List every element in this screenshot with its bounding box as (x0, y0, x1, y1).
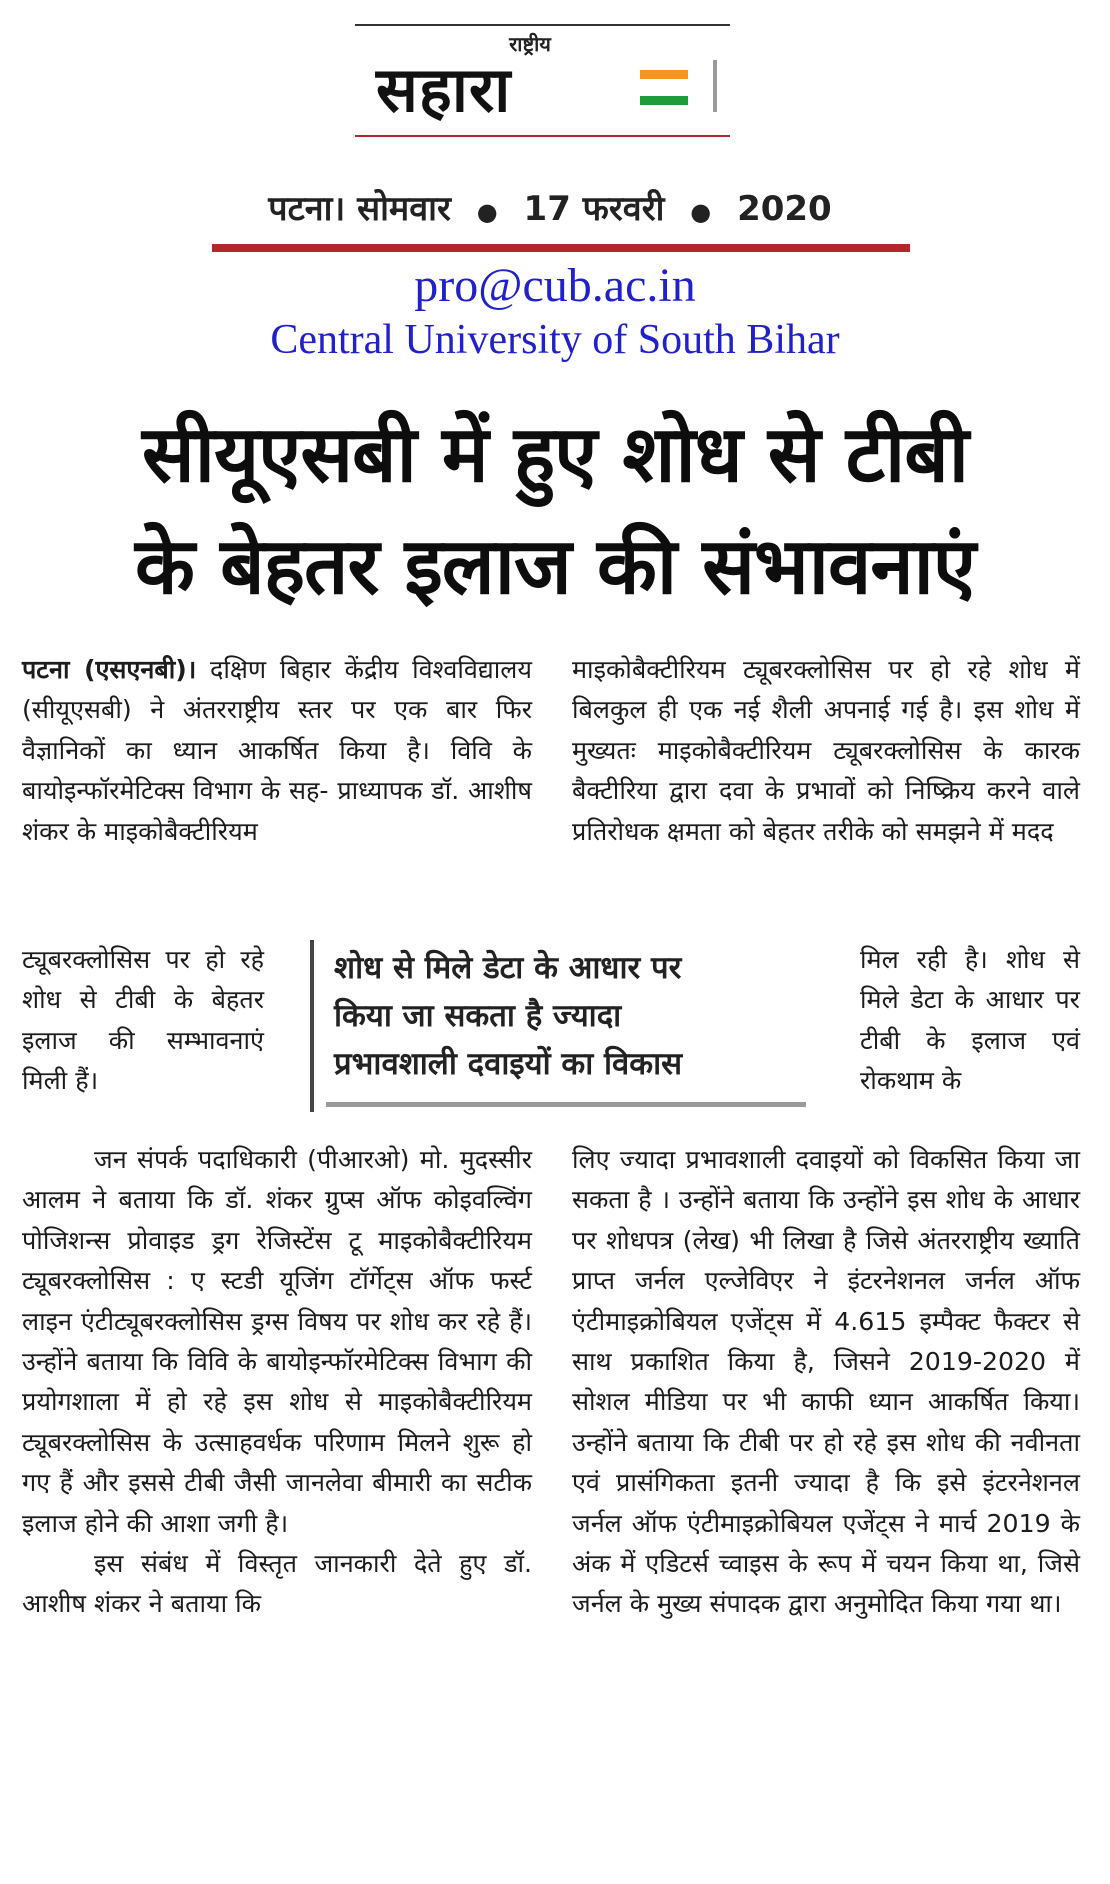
headline-line-2: के बेहतर इलाज की संभावनाएं (135, 522, 975, 612)
masthead-top-rule (355, 24, 730, 26)
source-email: pro@cub.ac.in (414, 259, 696, 312)
masthead-logo: सहारा (376, 53, 512, 126)
pull-quote-left-bar (310, 940, 314, 1112)
pull-quote-bottom-bar (326, 1102, 806, 1107)
article-col1-intro: दक्षिण बिहार केंद्रीय विश्वविद्यालय (सीयूएसबी) ने अंतरराष्ट्रीय स्तर पर एक बार फिर वैज्ञानिकों का ध्यान आकर्षित किया है। विवि के बायोइन्फॉरमेटिक्स विभाग के सह- प्राध्यापक डॉ. आशीष शंकर के माइकोबैक्टीरियम (22, 655, 532, 846)
dateline-bullet: ● (690, 198, 712, 226)
source-institution: Central University of South Bihar (270, 317, 840, 363)
masthead-small-title: राष्ट्रीय (509, 32, 551, 56)
article-col2-rest: लिए ज्यादा प्रभावशाली दवाइयों को विकसित किया जा सकता है । उन्होंने बताया कि उन्होंने इस शोध के आधार पर शोधपत्र (लेख) भी लिखा है जिसे अंतरराष्ट्रीय ख्याति प्राप्त जर्नल एल्जेविएर ने इंटरनेशनल जर्नल ऑफ एंटीमाइक्रोबियल एजेंट्स में 4.615 इम्पैक्ट फैक्टर से साथ प्रकाशित किया है, जिसने 2019-2020 में सोशल मीडिया पर भी काफी ध्यान आकर्षित किया। उन्होंने बताया कि टीबी पर हो रहे इस शोध की नवीनता एवं प्रासंगिकता इतनी ज्यादा है कि इसे इंटरनेशनल जर्नल ऑफ एंटीमाइक्रोबियल एजेंट्स ने मार्च 2019 के अंक में एडिटर्स च्वाइस के रूप में चयन किया था, जिसे जर्नल के मुख्य संपादक द्वारा अनुमोदित किया गया था। (572, 1145, 1080, 1619)
pull-quote-line-1: शोध से मिले डेटा के आधार पर (334, 950, 682, 986)
masthead-bottom-rule (355, 135, 730, 137)
article-col2-top: माइकोबैक्टीरियम ट्यूबरक्लोसिस पर हो रहे शोध में बिलकुल ही एक नई शैली अपनाई गई है। इस शोध में मुख्यतः माइकोबैक्टीरियम ट्यूबरक्लोसिस के कारक बैक्टीरिया द्वारा दवा के प्रभावों को निष्क्रिय करने वाले प्रतिरोधक क्षमता को बेहतर तरीके को समझने में मदद (572, 655, 1080, 846)
pull-quote-line-3: प्रभावशाली दवाइयों का विकास (334, 1046, 683, 1082)
dateline-date: 17 फरवरी (523, 189, 665, 229)
article-col1-para2: जन संपर्क पदाधिकारी (पीआरओ) मो. मुदस्सीर आलम ने बताया कि डॉ. शंकर ग्रुप्स ऑफ कोइवल्विंग पोजिशन्स प्रोवाइड ड्रग रेजिस्टेंस टू माइकोबैक्टीरियम ट्यूबरक्लोसिस : ए स्टडी यूजिंग टॉर्गेट्स ऑफ फर्स्ट लाइन एंटीट्यूबरक्लोसिस ड्रग्स विषय पर शोध कर रहे हैं। उन्होंने बताया कि विवि के बायोइन्फॉरमेटिक्स विभाग की प्रयोगशाला में हो रहे इस शोध से माइकोबैक्टीरियम ट्यूबरक्लोसिस के उत्साहवर्धक परिणाम मिलने शुरू हो गए हैं और इससे टीबी जैसी जानलेवा बीमारी का सटीक इलाज होने की आशा जगी है। (22, 1145, 532, 1538)
dateline-bullet: ● (476, 198, 498, 226)
dateline-year: 2020 (737, 189, 832, 229)
masthead-vertical-bar (713, 60, 717, 112)
flag-green-bar (640, 96, 688, 105)
pull-quote-line-2: किया जा सकता है ज्यादा (334, 998, 622, 1034)
pull-quote (310, 940, 810, 1125)
article-col1-para3: इस संबंध में विस्तृत जानकारी देते हुए डॉ. आशीष शंकर ने बताया कि (22, 1549, 532, 1619)
article-col1-bottom (22, 1140, 532, 1625)
article-col1-narrow: ट्यूबरक्लोसिस पर हो रहे शोध से टीबी के बेहतर इलाज की सम्भावनाएं मिली हैं। (22, 945, 264, 1096)
article-byline: पटना (एसएनबी)। (22, 655, 197, 684)
headline-line-1: सीयूएसबी में हुए शोध से टीबी (142, 410, 968, 500)
dateline-rule (212, 244, 910, 252)
article-col2-narrow: मिल रही है। शोध से मिले डेटा के आधार पर टीबी के इलाज एवं रोकथाम के (860, 945, 1080, 1096)
dateline (210, 184, 890, 230)
dateline-city-day: पटना। सोमवार (268, 189, 451, 229)
article-col1-top (22, 650, 532, 852)
flag-saffron-bar (640, 70, 688, 79)
